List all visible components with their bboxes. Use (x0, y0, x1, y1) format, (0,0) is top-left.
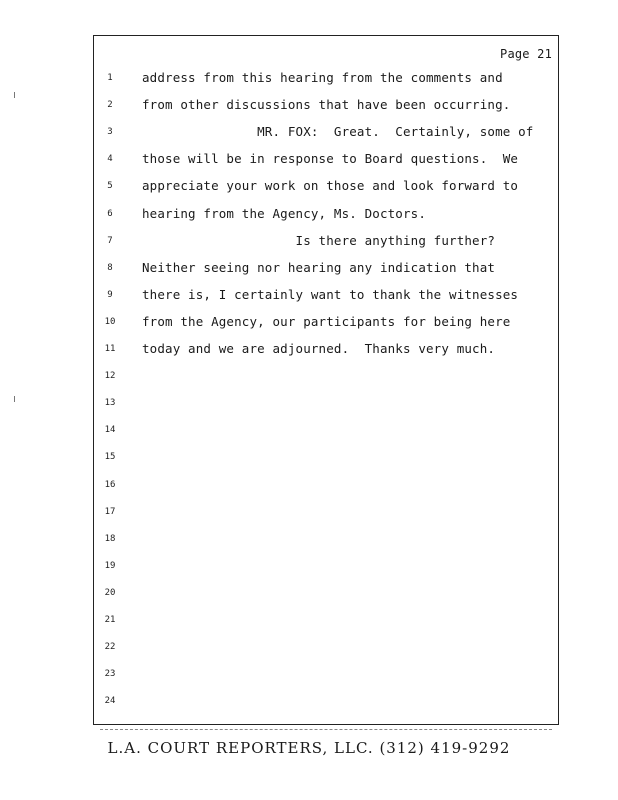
transcript-line-text: appreciate your work on those and look forward to (142, 178, 519, 194)
transcript-line-text: those will be in response to Board questions. We (142, 151, 519, 167)
page-number: Page 21 (500, 47, 552, 61)
line-number: 21 (104, 615, 116, 625)
line-number: 11 (104, 344, 116, 354)
court-reporter-footer: L.A. COURT REPORTERS, LLC. (312) 419-9292 (107, 739, 511, 757)
line-number: 2 (107, 100, 113, 111)
transcript-line-text: there is, I certainly want to thank the witnesses (142, 286, 519, 302)
line-number: 5 (107, 181, 113, 192)
transcript-line-text: Is there anything further? (142, 232, 496, 248)
line-number: 23 (104, 669, 116, 680)
line-number: 16 (104, 479, 116, 490)
transcript-line-text: MR. FOX: Great. Certainly, some of (142, 124, 534, 140)
transcript-line-text: from other discussions that have been occurring. (142, 97, 511, 113)
line-number: 3 (107, 127, 113, 138)
transcript-line-text: address from this hearing from the comments and (142, 70, 503, 85)
line-number: 12 (104, 371, 116, 382)
line-number: 22 (104, 642, 116, 653)
transcript-line-text: from the Agency, our participants for being here (142, 313, 511, 329)
line-number: 24 (104, 696, 116, 707)
transcript-line-text: today and we are adjourned. Thanks very much. (142, 341, 496, 356)
transcript-line-text: hearing from the Agency, Ms. Doctors. (142, 205, 426, 221)
line-number: 15 (104, 452, 116, 463)
scan-mark (14, 92, 15, 98)
line-number: 13 (104, 398, 116, 409)
line-number: 6 (107, 208, 113, 219)
transcript-page-frame (93, 35, 559, 725)
scan-mark (14, 396, 15, 402)
line-number: 1 (107, 73, 113, 83)
line-number: 10 (104, 316, 116, 327)
line-number: 18 (104, 533, 116, 544)
line-number: 7 (107, 235, 113, 246)
line-number: 14 (104, 425, 116, 436)
line-number: 17 (104, 506, 116, 517)
line-number: 20 (104, 587, 116, 598)
line-number: 19 (104, 560, 116, 571)
line-number: 8 (107, 262, 113, 273)
line-number: 4 (107, 154, 113, 165)
line-number: 9 (107, 289, 113, 300)
transcript-line-text: Neither seeing nor hearing any indication that (142, 259, 496, 275)
